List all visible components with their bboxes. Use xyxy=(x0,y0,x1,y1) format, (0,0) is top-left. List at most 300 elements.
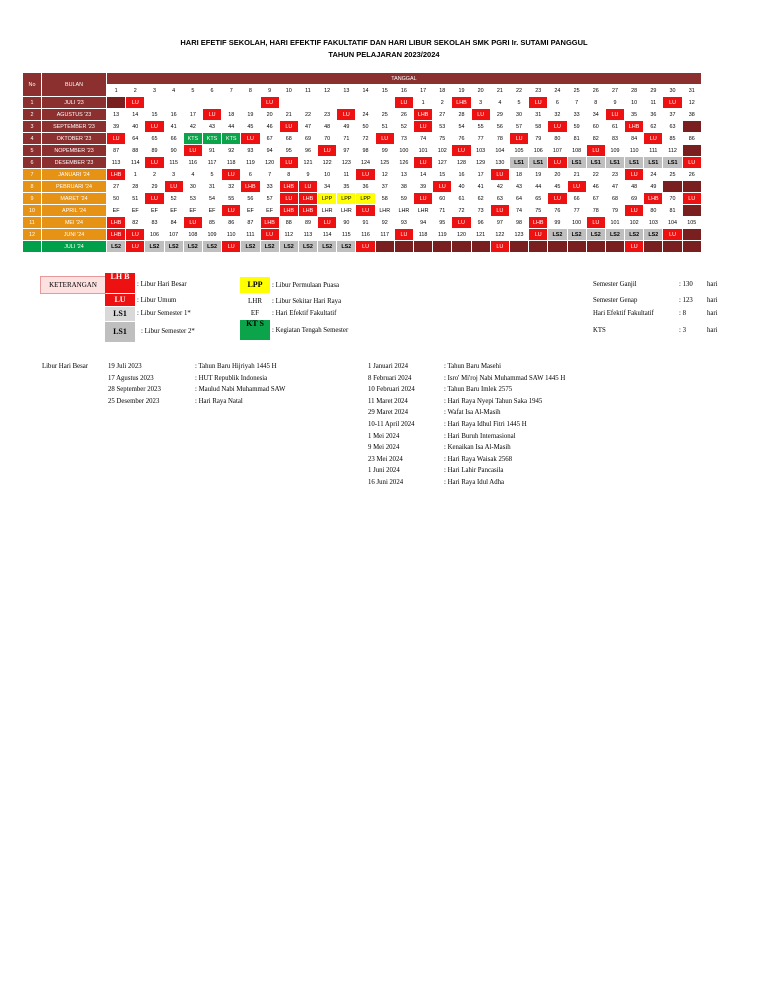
day-cell xyxy=(241,97,260,109)
day-cell: 108 xyxy=(183,229,202,241)
day-cell xyxy=(433,241,452,253)
row-month: JUNI '24 xyxy=(42,229,107,241)
day-cell: LHR xyxy=(318,205,337,217)
day-cell: 68 xyxy=(605,193,624,205)
day-header-5: 5 xyxy=(183,85,202,97)
day-cell: EF xyxy=(183,205,202,217)
row-month: PEBRUARI '24 xyxy=(42,181,107,193)
day-cell: LU xyxy=(279,121,298,133)
day-cell: 48 xyxy=(318,121,337,133)
day-header-23: 23 xyxy=(529,85,548,97)
day-cell: 36 xyxy=(644,109,663,121)
day-cell: 96 xyxy=(471,217,490,229)
day-cell: 14 xyxy=(414,169,433,181)
table-row xyxy=(23,109,702,121)
day-cell: 96 xyxy=(298,145,317,157)
day-cell: LU xyxy=(126,97,145,109)
day-cell: 3 xyxy=(471,97,490,109)
day-cell: 67 xyxy=(260,133,279,145)
day-cell: EF xyxy=(145,205,164,217)
holiday-date: 23 Mei 2024 xyxy=(368,455,403,463)
day-cell: LU xyxy=(260,229,279,241)
day-cell: 14 xyxy=(126,109,145,121)
day-cell: 11 xyxy=(337,169,356,181)
legend-lpp-text: : Libur Permulaan Puasa xyxy=(272,282,340,289)
day-cell: 34 xyxy=(318,181,337,193)
day-header-27: 27 xyxy=(605,85,624,97)
day-cell: 26 xyxy=(394,109,413,121)
day-cell: 108 xyxy=(567,145,586,157)
holiday-date: 28 September 2023 xyxy=(108,386,161,393)
holiday-name: : Isro' Mi'roj Nabi Muhammad SAW 1445 H xyxy=(444,374,566,382)
day-cell: 80 xyxy=(644,205,663,217)
stat-genap-label: Semester Genap xyxy=(593,297,638,304)
day-cell: 128 xyxy=(452,157,471,169)
day-cell: 117 xyxy=(202,157,221,169)
day-cell: 109 xyxy=(605,145,624,157)
day-cell: LU xyxy=(625,169,644,181)
day-cell: KTS xyxy=(202,133,221,145)
day-cell: LS2 xyxy=(318,241,337,253)
row-month: DESEMBER '23 xyxy=(42,157,107,169)
day-header-18: 18 xyxy=(433,85,452,97)
holiday-date: 9 Mei 2024 xyxy=(368,444,400,452)
stat-ef-label: Hari Efektif Fakultatif xyxy=(593,310,654,317)
stat-ganjil-value: : 130 xyxy=(679,281,693,288)
legend-lhr-box: LHR xyxy=(248,297,262,305)
legend-lhb-box: LH B xyxy=(105,273,135,293)
day-cell: LHR xyxy=(337,205,356,217)
day-cell: 97 xyxy=(490,217,509,229)
day-cell: 56 xyxy=(490,121,509,133)
day-cell: 54 xyxy=(452,121,471,133)
day-cell: 20 xyxy=(548,169,567,181)
day-cell: 116 xyxy=(356,229,375,241)
day-cell: 18 xyxy=(222,109,241,121)
day-cell xyxy=(586,241,605,253)
legend-ls1-box: LS1 xyxy=(105,307,135,321)
day-header-11: 11 xyxy=(298,85,317,97)
day-cell: EF xyxy=(241,205,260,217)
stat-kts-unit: hari xyxy=(707,327,718,334)
day-cell: LS2 xyxy=(548,229,567,241)
day-cell xyxy=(605,241,624,253)
day-cell: LS2 xyxy=(183,241,202,253)
holiday-date: 1 Juni 2024 xyxy=(368,467,400,475)
day-cell: 122 xyxy=(490,229,509,241)
row-no: 7 xyxy=(23,169,42,181)
day-cell: 55 xyxy=(471,121,490,133)
day-cell: 6 xyxy=(241,169,260,181)
day-cell: 58 xyxy=(375,193,394,205)
stat-ef-unit: hari xyxy=(707,310,718,317)
day-header-31: 31 xyxy=(682,85,701,97)
day-cell: 75 xyxy=(529,205,548,217)
holiday-name: : Tahun Baru Imlek 2575 xyxy=(444,386,513,394)
holiday-date: 1 Mei 2024 xyxy=(368,432,400,440)
holiday-date: 11 Maret 2024 xyxy=(368,397,408,405)
day-cell: KTS xyxy=(222,133,241,145)
day-cell: 44 xyxy=(222,121,241,133)
day-cell: LU xyxy=(202,109,221,121)
day-cell: 40 xyxy=(452,181,471,193)
day-cell: 28 xyxy=(126,181,145,193)
day-cell: LU xyxy=(567,181,586,193)
day-cell: LS2 xyxy=(202,241,221,253)
day-cell: LU xyxy=(452,145,471,157)
day-cell: LU xyxy=(183,217,202,229)
day-cell: 4 xyxy=(183,169,202,181)
day-cell: 10 xyxy=(318,169,337,181)
day-cell xyxy=(279,97,298,109)
legend-ef-box: EF xyxy=(250,309,260,317)
day-cell: LU xyxy=(145,121,164,133)
holiday-date: 16 Juni 2024 xyxy=(368,479,404,486)
day-cell: LHB xyxy=(107,169,126,181)
day-cell: LHB xyxy=(279,181,298,193)
day-cell: 78 xyxy=(490,133,509,145)
legend-title: KETERANGAN xyxy=(40,276,106,294)
day-cell: 88 xyxy=(279,217,298,229)
day-cell: 85 xyxy=(202,217,221,229)
day-cell: LHR xyxy=(375,205,394,217)
day-cell xyxy=(356,97,375,109)
header-tanggal: TANGGAL xyxy=(107,73,702,85)
day-cell: LHB xyxy=(298,193,317,205)
day-cell: 73 xyxy=(394,133,413,145)
day-cell: 123 xyxy=(337,157,356,169)
day-header-24: 24 xyxy=(548,85,567,97)
legend-lu-box: LU xyxy=(105,294,135,306)
day-cell: 106 xyxy=(529,145,548,157)
row-month: OKTOBER '23 xyxy=(42,133,107,145)
day-cell: 110 xyxy=(222,229,241,241)
day-cell: LU xyxy=(107,133,126,145)
holidays-label: Libur Hari Besar xyxy=(42,363,89,370)
legend-lhr-text: : Libur Sekitar Hari Raya xyxy=(272,298,342,305)
day-cell: 52 xyxy=(164,193,183,205)
row-month: SEPTEMBER '23 xyxy=(42,121,107,133)
row-month: MEI '24 xyxy=(42,217,107,229)
day-cell: LS2 xyxy=(337,241,356,253)
table-row xyxy=(23,145,702,157)
day-cell xyxy=(164,97,183,109)
day-cell: 117 xyxy=(375,229,394,241)
day-cell xyxy=(394,241,413,253)
day-cell: 12 xyxy=(682,97,701,109)
day-cell: 29 xyxy=(490,109,509,121)
day-cell: 43 xyxy=(509,181,528,193)
table-row xyxy=(23,205,702,217)
day-cell: 125 xyxy=(375,157,394,169)
legend-ef-text: : Hari Efektif Fakultatif xyxy=(272,310,337,317)
day-cell xyxy=(471,241,490,253)
day-cell: 9 xyxy=(298,169,317,181)
holiday-name: : Wafat Isa Al-Masih xyxy=(444,409,501,417)
day-header-19: 19 xyxy=(452,85,471,97)
page-title: HARI EFETIF SEKOLAH, HARI EFEKTIF FAKULTATIF DAN HARI LIBUR SEKOLAH SMK PGRI Ir. SUTAMI PANGGUL xyxy=(180,38,588,47)
day-header-20: 20 xyxy=(471,85,490,97)
day-cell xyxy=(183,97,202,109)
day-cell: LU xyxy=(126,229,145,241)
row-month: JULI '24 xyxy=(42,241,107,253)
day-cell: 72 xyxy=(356,133,375,145)
day-cell: LHB xyxy=(414,109,433,121)
day-cell: 16 xyxy=(452,169,471,181)
day-cell: 104 xyxy=(663,217,682,229)
day-cell: 93 xyxy=(394,217,413,229)
row-month: AGUSTUS '23 xyxy=(42,109,107,121)
day-cell: KTS xyxy=(183,133,202,145)
table-row xyxy=(23,157,702,169)
day-cell: 15 xyxy=(433,169,452,181)
legend-kts-text: : Kegiatan Tengah Semester xyxy=(272,327,349,334)
day-cell: 81 xyxy=(663,205,682,217)
day-cell: 41 xyxy=(471,181,490,193)
day-cell: LS2 xyxy=(644,229,663,241)
day-cell: LU xyxy=(414,121,433,133)
day-cell: LHR xyxy=(394,205,413,217)
day-cell: 61 xyxy=(605,121,624,133)
day-cell: LS2 xyxy=(260,241,279,253)
day-cell: LHB xyxy=(452,97,471,109)
day-cell: 13 xyxy=(107,109,126,121)
day-cell: EF xyxy=(260,205,279,217)
day-cell: LU xyxy=(298,181,317,193)
holiday-date: 1 Januari 2024 xyxy=(368,363,409,370)
day-cell xyxy=(663,241,682,253)
day-cell: 112 xyxy=(663,145,682,157)
holiday-name: : Maulud Nabi Muhammad SAW xyxy=(195,386,286,393)
day-cell: LU xyxy=(548,193,567,205)
day-cell: LHB xyxy=(107,217,126,229)
stat-kts-label: KTS xyxy=(593,327,606,334)
day-cell: 16 xyxy=(164,109,183,121)
day-cell: 118 xyxy=(222,157,241,169)
day-cell xyxy=(337,97,356,109)
day-cell: 35 xyxy=(337,181,356,193)
day-cell: LS1 xyxy=(605,157,624,169)
day-cell: 102 xyxy=(433,145,452,157)
stat-genap-value: : 123 xyxy=(679,297,693,304)
day-cell: 39 xyxy=(414,181,433,193)
day-cell: 113 xyxy=(298,229,317,241)
day-header-25: 25 xyxy=(567,85,586,97)
day-cell xyxy=(682,121,701,133)
day-cell: LU xyxy=(490,169,509,181)
day-cell: LS2 xyxy=(164,241,183,253)
day-cell: 129 xyxy=(471,157,490,169)
day-header-8: 8 xyxy=(241,85,260,97)
day-cell xyxy=(375,241,394,253)
day-cell: LU xyxy=(337,109,356,121)
day-cell: LU xyxy=(394,229,413,241)
day-cell: 50 xyxy=(107,193,126,205)
day-cell: 70 xyxy=(318,133,337,145)
day-cell: 2 xyxy=(433,97,452,109)
day-cell: 123 xyxy=(509,229,528,241)
day-cell: 28 xyxy=(452,109,471,121)
day-cell: 60 xyxy=(433,193,452,205)
day-cell: 101 xyxy=(605,217,624,229)
day-header-3: 3 xyxy=(145,85,164,97)
holiday-name: : Hari Buruh Internasional xyxy=(444,432,516,440)
holiday-date: 29 Maret 2024 xyxy=(368,409,409,417)
day-cell: 58 xyxy=(529,121,548,133)
day-cell: EF xyxy=(202,205,221,217)
day-header-14: 14 xyxy=(356,85,375,97)
day-cell: 45 xyxy=(241,121,260,133)
day-cell: 33 xyxy=(567,109,586,121)
day-cell: LHR xyxy=(414,205,433,217)
day-cell: LU xyxy=(279,157,298,169)
row-no: 10 xyxy=(23,205,42,217)
day-cell: 12 xyxy=(375,169,394,181)
day-cell: 51 xyxy=(126,193,145,205)
day-cell: 22 xyxy=(298,109,317,121)
day-header-29: 29 xyxy=(644,85,663,97)
day-cell: 38 xyxy=(682,109,701,121)
day-cell xyxy=(509,241,528,253)
day-cell: LHB xyxy=(241,181,260,193)
day-cell: 71 xyxy=(337,133,356,145)
day-cell: 10 xyxy=(625,97,644,109)
day-cell: 8 xyxy=(586,97,605,109)
day-cell: LU xyxy=(471,109,490,121)
day-cell: LU xyxy=(548,157,567,169)
day-cell: 29 xyxy=(145,181,164,193)
day-cell: 111 xyxy=(241,229,260,241)
day-cell: 82 xyxy=(586,133,605,145)
day-cell: 59 xyxy=(567,121,586,133)
holiday-date: 19 Juli 2023 xyxy=(108,363,142,370)
day-cell: LU xyxy=(375,133,394,145)
day-header-12: 12 xyxy=(318,85,337,97)
day-cell: 98 xyxy=(509,217,528,229)
day-cell: 3 xyxy=(164,169,183,181)
day-cell: 95 xyxy=(279,145,298,157)
day-cell: 33 xyxy=(260,181,279,193)
day-cell: 86 xyxy=(682,133,701,145)
day-cell: 89 xyxy=(298,217,317,229)
day-cell: 9 xyxy=(605,97,624,109)
day-cell: LHB xyxy=(279,205,298,217)
day-cell: 61 xyxy=(452,193,471,205)
day-cell: 53 xyxy=(183,193,202,205)
holiday-name: : Tahun Baru Hijriyah 1445 H xyxy=(195,363,277,370)
day-cell: 65 xyxy=(529,193,548,205)
day-cell: 6 xyxy=(548,97,567,109)
day-cell: 88 xyxy=(126,145,145,157)
day-cell: LS1 xyxy=(586,157,605,169)
day-cell: 120 xyxy=(260,157,279,169)
day-header-7: 7 xyxy=(222,85,241,97)
row-month: APRIL '24 xyxy=(42,205,107,217)
legend-lu-text: : Libur Umum xyxy=(137,297,177,304)
day-cell: LHB xyxy=(529,217,548,229)
day-cell: 86 xyxy=(222,217,241,229)
day-cell: LS2 xyxy=(298,241,317,253)
day-cell: 5 xyxy=(202,169,221,181)
day-cell: 87 xyxy=(107,145,126,157)
day-cell: 52 xyxy=(394,121,413,133)
day-cell: 17 xyxy=(183,109,202,121)
day-cell xyxy=(452,241,471,253)
day-cell: 64 xyxy=(126,133,145,145)
day-cell: 17 xyxy=(471,169,490,181)
day-cell: LU xyxy=(682,157,701,169)
day-cell: 99 xyxy=(548,217,567,229)
day-cell: 79 xyxy=(605,205,624,217)
day-cell: 119 xyxy=(433,229,452,241)
day-cell: 120 xyxy=(452,229,471,241)
day-cell: 34 xyxy=(586,109,605,121)
day-cell: 27 xyxy=(107,181,126,193)
day-cell: 73 xyxy=(471,205,490,217)
day-cell: LU xyxy=(241,133,260,145)
day-cell: LU xyxy=(663,97,682,109)
day-cell: 60 xyxy=(586,121,605,133)
day-cell xyxy=(414,241,433,253)
legend-lpp-box: LPP xyxy=(240,277,270,293)
day-cell: 93 xyxy=(241,145,260,157)
day-cell: 51 xyxy=(375,121,394,133)
day-cell: LS1 xyxy=(663,157,682,169)
day-cell: LS2 xyxy=(107,241,126,253)
day-cell: LU xyxy=(529,97,548,109)
day-cell: 8 xyxy=(279,169,298,181)
day-cell: 94 xyxy=(414,217,433,229)
day-cell xyxy=(682,181,701,193)
day-cell: 54 xyxy=(202,193,221,205)
day-cell: LU xyxy=(222,241,241,253)
day-cell: 66 xyxy=(164,133,183,145)
day-cell: 115 xyxy=(337,229,356,241)
day-cell: 35 xyxy=(625,109,644,121)
day-cell: 62 xyxy=(644,121,663,133)
day-cell: 103 xyxy=(471,145,490,157)
day-cell: LU xyxy=(663,229,682,241)
holiday-name: : Hari Raya Nyepi Tahun Saka 1945 xyxy=(444,397,543,405)
day-cell: 64 xyxy=(509,193,528,205)
day-cell: LU xyxy=(452,217,471,229)
day-cell: LU xyxy=(318,217,337,229)
day-header-15: 15 xyxy=(375,85,394,97)
day-cell: LPP xyxy=(356,193,375,205)
day-cell: 57 xyxy=(260,193,279,205)
day-cell: 114 xyxy=(318,229,337,241)
stat-ganjil-label: Semester Ganjil xyxy=(593,281,637,288)
day-cell: 84 xyxy=(625,133,644,145)
day-cell: EF xyxy=(164,205,183,217)
day-cell: 94 xyxy=(260,145,279,157)
day-cell: 92 xyxy=(222,145,241,157)
day-cell: LU xyxy=(644,133,663,145)
day-cell xyxy=(375,97,394,109)
day-cell: LU xyxy=(625,205,644,217)
day-cell: LU xyxy=(394,97,413,109)
day-cell xyxy=(663,181,682,193)
row-month: NOPEMBER '23 xyxy=(42,145,107,157)
day-cell: 91 xyxy=(356,217,375,229)
day-cell: 53 xyxy=(433,121,452,133)
day-cell: 23 xyxy=(318,109,337,121)
day-cell: 30 xyxy=(509,109,528,121)
day-header-13: 13 xyxy=(337,85,356,97)
day-cell: 5 xyxy=(509,97,528,109)
stat-ganjil-unit: hari xyxy=(707,281,718,288)
legend-lhb-text: : Libur Hari Besar xyxy=(137,281,187,288)
